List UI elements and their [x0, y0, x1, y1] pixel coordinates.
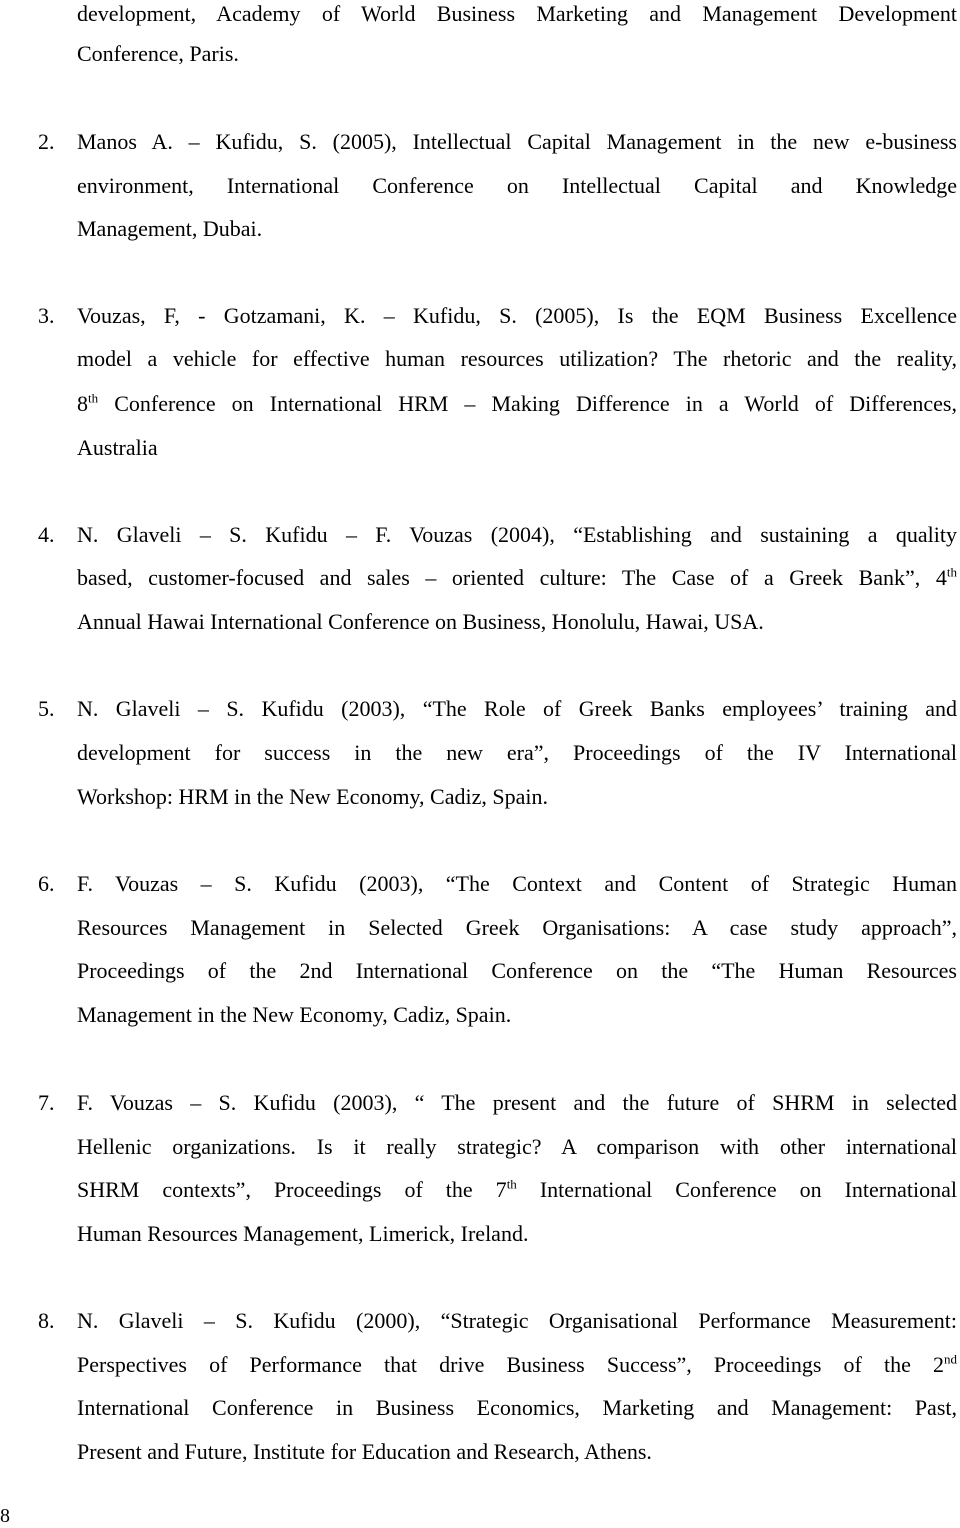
reference-text-line: development for success in the new era”, Proceedings of the IV International: [77, 740, 957, 765]
reference-number: 2.: [38, 129, 55, 154]
reference-text-line: Australia: [77, 435, 158, 460]
reference-text-line: Proceedings of the 2nd International Conference on the “The Human Resources: [77, 958, 957, 983]
reference-number: 4.: [38, 522, 55, 547]
reference-text-line: Vouzas, F, - Gotzamani, K. – Kufidu, S. (2005), Is the EQM Business Excellence: [77, 303, 957, 328]
reference-text-line: Hellenic organizations. Is it really strategic? A comparison with other international: [77, 1134, 957, 1159]
reference-text-line: Resources Management in Selected Greek Organisations: A case study approach”,: [77, 915, 957, 940]
reference-text-line: Management, Dubai.: [77, 216, 263, 241]
reference-text-line: Annual Hawai International Conference on Business, Honolulu, Hawai, USA.: [77, 609, 764, 634]
reference-number: 8.: [38, 1308, 55, 1333]
reference-text-line: development, Academy of World Business Marketing and Management Development: [77, 1, 957, 26]
superscript: th: [506, 1176, 517, 1192]
reference-text-line: N. Glaveli – S. Kufidu – F. Vouzas (2004), “Establishing and sustaining a quality: [77, 522, 957, 547]
reference-text-line: Perspectives of Performance that drive Business Success”, Proceedings of the 2nd: [77, 1351, 957, 1377]
reference-text-line: F. Vouzas – S. Kufidu (2003), “The Context and Content of Strategic Human: [77, 871, 957, 896]
reference-text-line: N. Glaveli – S. Kufidu (2003), “The Role of Greek Banks employees’ training and: [77, 696, 957, 721]
reference-number: 6.: [38, 871, 55, 896]
reference-text-line: SHRM contexts”, Proceedings of the 7th International Conference on International: [77, 1176, 957, 1202]
superscript: th: [88, 390, 99, 406]
reference-text-line: Management in the New Economy, Cadiz, Spain.: [77, 1002, 512, 1027]
reference-number: 5.: [38, 696, 55, 721]
reference-text-line: International Conference in Business Economics, Marketing and Management: Past,: [77, 1395, 957, 1420]
reference-text-line: Present and Future, Institute for Education and Research, Athens.: [77, 1439, 652, 1464]
reference-text-line: N. Glaveli – S. Kufidu (2000), “Strategic Organisational Performance Measurement:: [77, 1308, 957, 1333]
reference-text-line: 8th Conference on International HRM – Making Difference in a World of Differences,: [77, 390, 957, 416]
superscript: th: [946, 564, 957, 580]
reference-text-line: model a vehicle for effective human resources utilization? The rhetoric and the reality,: [77, 346, 957, 371]
page-number: 8: [0, 1505, 10, 1527]
reference-text-line: F. Vouzas – S. Kufidu (2003), “ The present and the future of SHRM in selected: [77, 1090, 957, 1115]
reference-text-line: environment, International Conference on Intellectual Capital and Knowledge: [77, 173, 957, 198]
superscript: nd: [944, 1351, 957, 1367]
reference-text-line: Conference, Paris.: [77, 41, 239, 66]
reference-text-line: based, customer-focused and sales – oriented culture: The Case of a Greek Bank”, 4th: [77, 564, 957, 590]
reference-text-line: Workshop: HRM in the New Economy, Cadiz, Spain.: [77, 784, 548, 809]
reference-text-line: Manos A. – Kufidu, S. (2005), Intellectual Capital Management in the new e-business: [77, 129, 957, 154]
reference-text-line: Human Resources Management, Limerick, Ireland.: [77, 1221, 529, 1246]
reference-number: 3.: [38, 303, 55, 328]
reference-number: 7.: [38, 1090, 55, 1115]
